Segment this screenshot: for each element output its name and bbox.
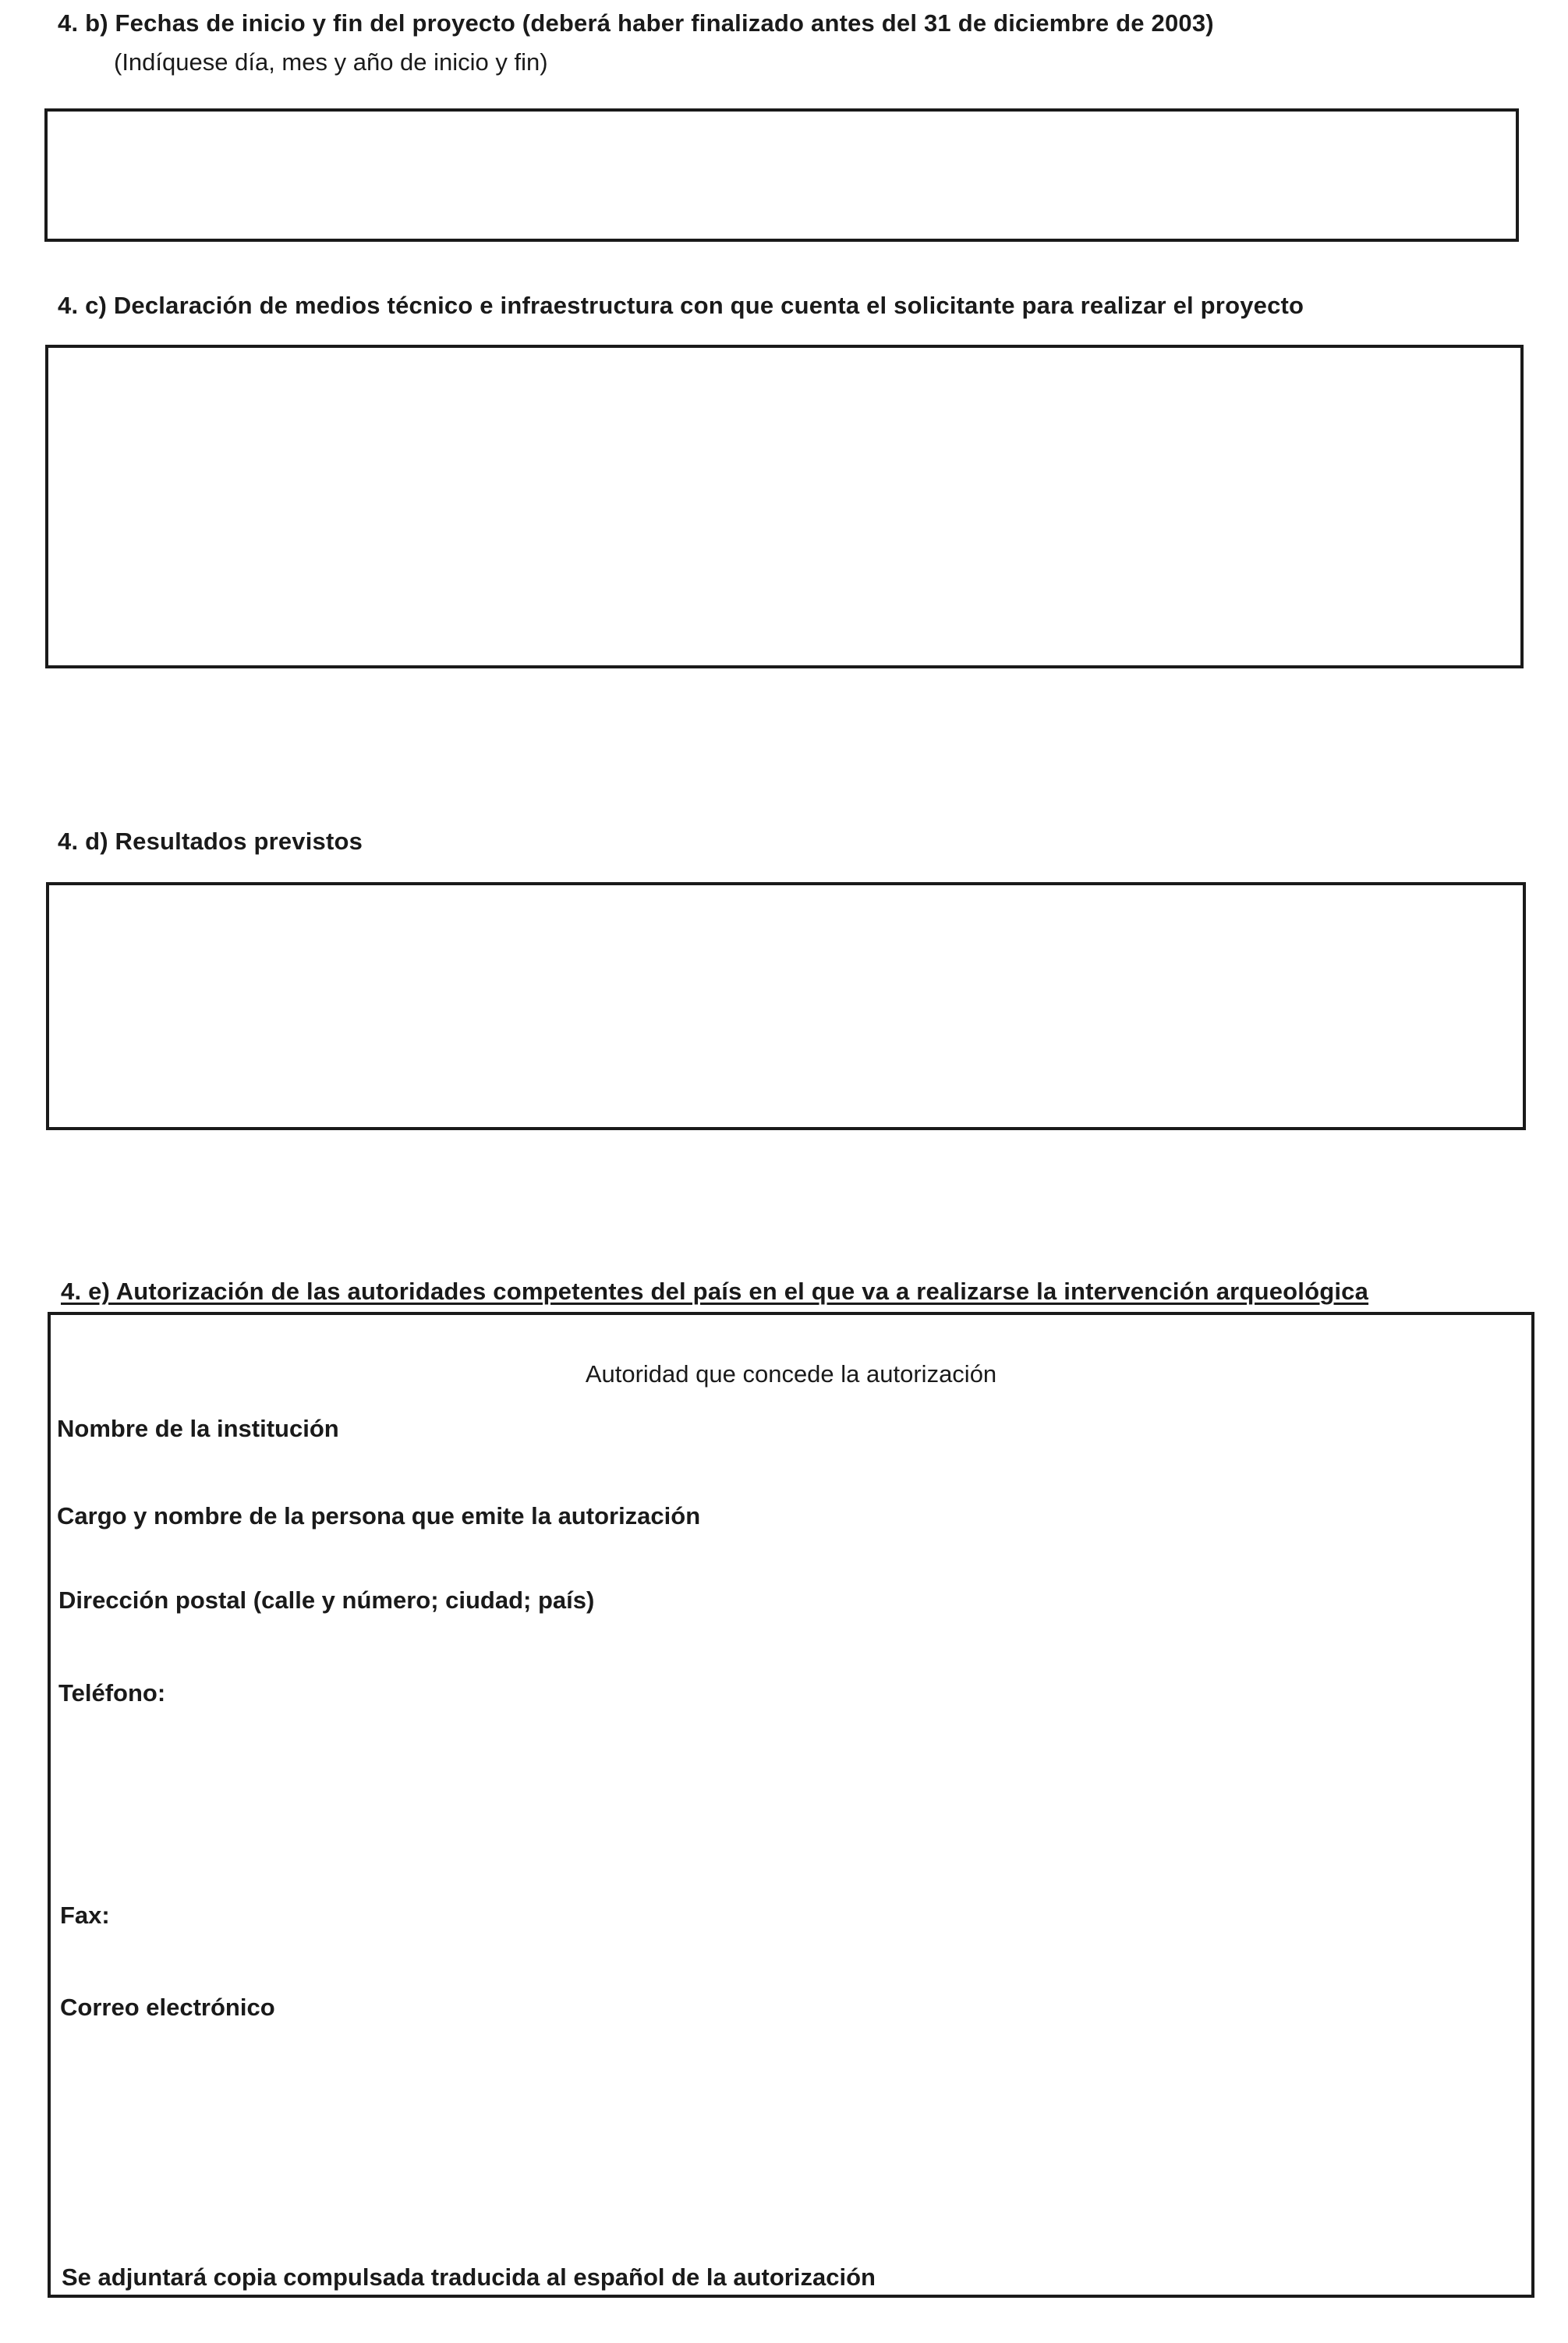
section-4c-heading: 4. c) Declaración de medios técnico e infraestructura con que cuenta el solicitante para realizar el proyecto (58, 292, 1304, 319)
email-input[interactable] (300, 1990, 1504, 2023)
section-4e-heading: 4. e) Autorización de las autoridades competentes del país en el que va a realizarse la intervención arqueológica (61, 1278, 1369, 1305)
field-label-institution-name: Nombre de la institución (57, 1415, 339, 1442)
attachment-note: Se adjuntará copia compulsada traducida al español de la autorización (62, 2263, 876, 2291)
authority-box-title: Autoridad que concede la autorización (585, 1360, 997, 1388)
section-4e-box (48, 1312, 1534, 2298)
field-label-phone: Teléfono: (58, 1679, 166, 1707)
field-label-issuer-name: Cargo y nombre de la persona que emite la autorización (57, 1502, 701, 1530)
phone-input[interactable] (207, 1676, 1504, 1709)
postal-address-input[interactable] (674, 1583, 1504, 1616)
technical-means-field[interactable] (48, 348, 1520, 665)
institution-name-input[interactable] (425, 1412, 1504, 1444)
section-4b-subheading: (Indíquese día, mes y año de inicio y fin) (114, 48, 548, 76)
project-dates-field[interactable] (48, 112, 1516, 239)
issuer-name-input[interactable] (784, 1499, 1504, 1532)
section-4b-heading: 4. b) Fechas de inicio y fin del proyecto (deberá haber finalizado antes del 31 de diciembre de 2003) (58, 9, 1214, 37)
field-label-fax: Fax: (60, 1902, 110, 1929)
field-label-postal-address: Dirección postal (calle y número; ciudad; país) (58, 1586, 595, 1614)
section-4c-box (45, 345, 1524, 668)
field-label-email: Correo electrónico (60, 1994, 275, 2021)
section-4b-box (44, 108, 1519, 242)
expected-results-field[interactable] (49, 885, 1523, 1127)
fax-input[interactable] (144, 1898, 1504, 1931)
section-4d-heading: 4. d) Resultados previstos (58, 828, 363, 855)
section-4d-box (46, 882, 1526, 1130)
